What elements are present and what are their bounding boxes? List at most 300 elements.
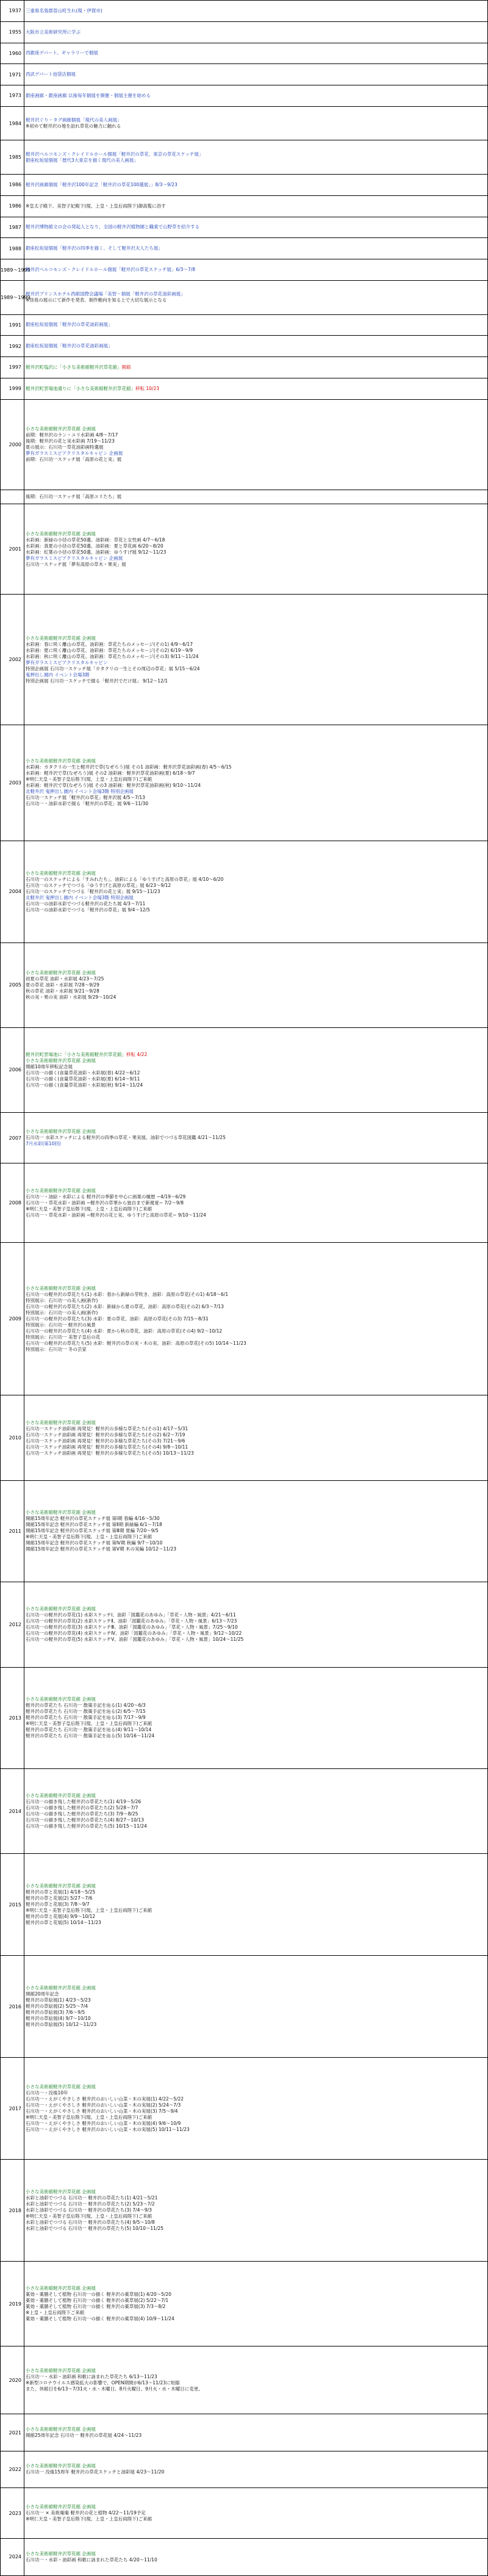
event-text: 石川功一の描き残した軽井沢の草花たち(2) 5/28〜7/7 — [26, 1805, 138, 1811]
event-line — [26, 1450, 486, 1456]
event-line — [26, 2121, 486, 2127]
chronology-row — [1, 378, 488, 399]
chronology-row — [1, 1854, 488, 1956]
event-cell — [24, 357, 488, 378]
event-text: 小さな美術館軽井沢草花館 企画展 — [26, 2463, 96, 2469]
event-text: 軽井沢の草花たち 石川功一 散策手記を辿る(3) 7/17〜9/9 — [26, 1715, 146, 1721]
year-cell: 2023 — [1, 2487, 24, 2538]
chronology-row — [1, 2487, 488, 2538]
event-line — [26, 2374, 486, 2380]
event-line — [26, 343, 486, 349]
event-text: 水彩と油彩でつづる 石川功一 軽井沢の草花たち(1) 4/21〜5/21 — [26, 2195, 158, 2201]
event-text: 軽井沢町雲場池に「小さな美術館軽井沢草花館」 — [26, 1051, 126, 1057]
event-line — [26, 1637, 486, 1643]
event-text: ※上皇・上皇后両陛下ご来館 — [26, 2310, 85, 2316]
event-text: 薬効・薬膳そして植物 石川功一の描く 軽井沢の薬草展(2) 5/22〜7/1 — [26, 2298, 169, 2304]
event-line — [26, 1058, 486, 1064]
event-line — [26, 549, 486, 555]
event-text: 石川功一スケッチ油彩画 再発見！軽井沢の多様な草花たち(その5) 10/13〜11/23 — [26, 1450, 194, 1456]
event-line — [26, 988, 486, 994]
year-cell: 2005 — [1, 942, 24, 1027]
event-cell — [24, 238, 488, 259]
event-text: 水彩と油彩でつづる 石川功一 軽井沢の草花たち(5) 10/10〜11/25 — [26, 2226, 164, 2232]
event-text: 開館15周年記念 軽井沢の草花スケッチ展 第Ⅰ期 春編 4/16〜5/30 — [26, 1516, 160, 1522]
event-text: 石川功一の軽井沢の草花たち(3) 水彩：夏の草花、油彩：高原の草花(その3) 7/15〜8/31 — [26, 1315, 209, 1322]
event-text: 石川功一の描く(食量草花油彩・水彩展(春) 4/22〜6/12 — [26, 1069, 140, 1076]
event-text: 特別展示：石川功一 冬の芸家 — [26, 1346, 87, 1352]
event-line — [26, 635, 486, 642]
event-text: 小さな美術館軽井沢草花館 企画展 — [26, 969, 96, 975]
chronology-row — [1, 1582, 488, 1667]
chronology-row — [1, 2539, 488, 2575]
event-text: 石川功一スケッチ展「夢有高原の草木・果実」展 — [26, 561, 126, 567]
year-cell — [1, 490, 24, 504]
chronology-row — [1, 64, 488, 85]
event-line — [26, 438, 486, 444]
event-line — [26, 531, 486, 537]
event-text: 銀座松坂屋個展「軽井沢の草花油彩画展」 — [26, 322, 113, 328]
event-line — [26, 666, 486, 672]
chronology-row — [1, 399, 488, 490]
event-text: 小さな美術館軽井沢草花館 企画展 — [26, 530, 96, 537]
event-text: 小さな美術館軽井沢草花館 企画展 — [26, 2285, 96, 2292]
chronology-row — [1, 2346, 488, 2414]
year-cell: 2011 — [1, 1480, 24, 1582]
event-line — [26, 776, 486, 783]
event-line — [26, 976, 486, 982]
event-line — [26, 2226, 486, 2232]
event-line — [26, 1510, 486, 1516]
event-text: 後期：石川功一スケッチ展「高原ユリたち」展 — [26, 494, 122, 500]
event-text: 石川功一 × 美術庵庵 軽井沢の花と植物 4/22〜11/19予定 — [26, 2510, 146, 2516]
chronology-row — [1, 195, 488, 217]
event-line — [26, 1206, 486, 1212]
event-line — [26, 2504, 486, 2510]
event-text: 鬼押出し園内 イベント会場3階 — [26, 671, 90, 678]
event-cell — [24, 1027, 488, 1112]
event-line — [26, 1064, 486, 1070]
event-text: 水彩画：軽井沢で草(なぜろう)展 その3 油彩画：軽井沢草花油彩画(秋) 9/10〜11/24 — [26, 783, 201, 789]
event-line — [26, 795, 486, 801]
event-line — [26, 1908, 486, 1914]
event-text: 石川功一 水彩スケッチによる軽井沢の四季の草花・果実展、油彩でつづる草花図鑑 4/21〜11/25 — [26, 1135, 226, 1141]
event-line — [26, 182, 486, 188]
event-text: 石川功一・草花水彩・油彩画 −軽井沢の草華から独自まで新視覚− 7/2〜9/8 — [26, 1199, 184, 1206]
chronology-row — [1, 1667, 488, 1769]
event-cell — [24, 64, 488, 85]
event-text: 石川功一の軽井沢の草花(3) 水彩スケッチⅢ、油彩「図鑑花のあゆみ」「草花・人物・風景」7/25〜9/10 — [26, 1624, 238, 1630]
chronology-row — [1, 1480, 488, 1582]
event-text: 石川功一 没後15周年 軽井沢の草花スケッチと油彩展 4/23〜11/20 — [26, 2469, 165, 2475]
chronology-row — [1, 1956, 488, 2058]
event-text: 薬効・薬膳そして植物 石川功一の描く 軽井沢の薬草展(3) 7/3〜8/2 — [26, 2304, 166, 2310]
event-text: また、休館日を6/13〜7/31火・水・木曜日、8月火曜日、9月火・水・木曜日に変更。 — [26, 2386, 203, 2392]
event-text: 石川功一・油彩水彩で綴る「軽井沢の草花」展 9/6〜11/30 — [26, 801, 149, 807]
chronology-row — [1, 336, 488, 357]
event-text: 石川功一の軽井沢の草花たち(5) 水彩：軽井沢の草の実・木の実、油彩：高原の草花(その5) 10/14〜11/23 — [26, 1340, 246, 1346]
event-text: ※明仁天皇・美智子皇后陛下(現、上皇・上皇后両陛下)ご来館 — [26, 1908, 152, 1914]
event-line — [26, 1310, 486, 1316]
event-cell — [24, 2058, 488, 2160]
event-text: 軽井沢の草絵展(5) 10/12〜11/23 — [26, 2022, 97, 2028]
event-line — [26, 291, 486, 297]
event-cell — [24, 195, 488, 217]
chronology-row — [1, 2058, 488, 2160]
event-cell — [24, 217, 488, 238]
event-text: 水彩画：紅葉の小径の草花50選、油彩画：ゆうすげ展 9/12〜11/23 — [26, 549, 167, 555]
event-line — [26, 2201, 486, 2207]
event-text: 7月水彩(第10回) — [26, 1141, 61, 1147]
event-text: 水彩画：真夏の小径の草花50選、油彩画：夏と草花画 6/20〜8/20 — [26, 543, 163, 549]
event-text: 軽井沢の草と花展(5) 10/14〜11/23 — [26, 1920, 101, 1926]
event-line — [26, 1709, 486, 1715]
event-text: 特別企画展 石川功一スケッチ展「カタクリの一生とその周辺の草花」展 5/15〜6/24 — [26, 665, 200, 671]
event-line — [26, 994, 486, 1000]
event-text: 石川功一の軽井沢の草花(2) 水彩スケッチⅡ、油彩「図鑑花のあゆみ」「草花・人物・風景」6/13〜7/23 — [26, 1618, 237, 1624]
event-text: 小さな美術館軽井沢草花館 企画展 — [26, 1985, 96, 1991]
event-line — [26, 2310, 486, 2316]
event-text: ※明仁天皇・美智子皇后陛下(現、上皇・上皇后両陛下)ご来館 — [26, 1534, 152, 1540]
event-cell — [24, 1667, 488, 1769]
chronology-row — [1, 175, 488, 196]
year-cell: 2019 — [1, 2262, 24, 2346]
event-text: 石川功一の軽井沢の草花たち(4) 水彩：夏から秋の草花、油彩：高原の草花(その4) 9/2〜10/12 — [26, 1328, 223, 1334]
year-cell: 2002 — [1, 595, 24, 725]
year-cell: 2001 — [1, 504, 24, 595]
event-text: 水彩画：春に咲く離山の草花、油彩画：草花たちのメッセージ(その1) 4/9〜6/17 — [26, 641, 193, 647]
event-text: 軽井沢町雲場池通りに「小さな美術館軽井沢草花館」 — [26, 385, 135, 391]
event-text: 秋の実・果の実 油彩・水彩展 9/29〜10/24 — [26, 994, 117, 1000]
chronology-row — [1, 217, 488, 238]
year-cell: 2004 — [1, 841, 24, 942]
event-line — [26, 895, 486, 901]
event-tag: 開館 — [121, 364, 131, 370]
event-line — [26, 2557, 486, 2563]
event-line — [26, 537, 486, 543]
event-text: 大阪市立美術研究所に学ぶ — [26, 29, 81, 35]
year-cell: 1971 — [1, 64, 24, 85]
event-text: 石川功一の軽井沢の草花たち(1) 水彩：春から新緑の芽吹き、油彩：高原の草花(その1) 4/18〜6/1 — [26, 1291, 229, 1297]
event-line — [26, 783, 486, 789]
event-text: 石川功一スケッチ油彩画 再発見！軽井沢の多様な草花たち(その1) 4/17〜5/31 — [26, 1425, 188, 1431]
chronology-row — [1, 280, 488, 314]
event-line — [26, 2115, 486, 2121]
event-line — [26, 1200, 486, 1206]
event-line — [26, 71, 486, 78]
event-text: 小さな美術館軽井沢草花館 企画展 — [26, 1606, 96, 1612]
event-text: 開館25周年記念 石川功一 軽井沢の草花展 4/24〜11/23 — [26, 2433, 142, 2439]
event-line — [26, 883, 486, 889]
year-cell: 2020 — [1, 2346, 24, 2414]
event-line — [26, 2090, 486, 2096]
year-cell: 1987 — [1, 217, 24, 238]
event-text: 銀座松坂屋個展「歴代3大東京を描く現代の美人画展」 — [26, 157, 138, 163]
year-cell: 2015 — [1, 1854, 24, 1956]
event-cell — [24, 43, 488, 64]
event-cell — [24, 2160, 488, 2262]
event-line — [26, 1212, 486, 1218]
year-cell: 1999 — [1, 378, 24, 399]
event-line — [26, 1516, 486, 1522]
year-cell: 1973 — [1, 85, 24, 107]
year-cell: 2006 — [1, 1027, 24, 1112]
event-line — [26, 877, 486, 883]
event-line — [26, 1528, 486, 1534]
event-text: 軽井沢の草と花展(1) 4/18〜5/25 — [26, 1889, 96, 1895]
chronology-row — [1, 725, 488, 841]
event-line — [26, 1702, 486, 1709]
event-text: 石川功一・えがくやさしさ 軽井沢のおいしい山菜・木の実展(5) 10/11〜11/23 — [26, 2127, 190, 2133]
event-line — [26, 1624, 486, 1630]
event-line — [26, 93, 486, 99]
event-text: 石川功一の描く(食量草花油彩・水彩展(秋) 9/14〜11/24 — [26, 1082, 143, 1088]
event-text: 西武デパート池袋店個展 — [26, 71, 76, 78]
event-text: 石川功一のスケッチでつづる「軽井沢の花と実」展 9/15〜11/23 — [26, 888, 160, 894]
event-line — [26, 1432, 486, 1438]
event-line — [26, 297, 486, 303]
event-line — [26, 1286, 486, 1292]
chronology-row — [1, 2414, 488, 2451]
event-text: 軽井沢の草花たち 石川功一 散策手記を辿る(5) 10/16〜11/24 — [26, 1733, 155, 1739]
event-text: 石川功一・えがくやさしさ 軽井沢のおいしい山菜・木の実展(2) 5/24〜7/3 — [26, 2102, 181, 2108]
event-text: 開館15周年記念 軽井沢の草花スケッチ展 第Ⅱ期 新緑編 6/1〜7/18 — [26, 1522, 162, 1528]
event-text: 前期：軽井沢のラン・ユリ水彩画 4/8〜7/17 — [26, 432, 118, 438]
event-cell — [24, 280, 488, 314]
chronology-row — [1, 1243, 488, 1395]
event-text: 石川功一の描き残した軽井沢の草花たち(1) 4/19〜5/26 — [26, 1799, 142, 1805]
event-cell — [24, 942, 488, 1027]
event-line — [26, 1328, 486, 1334]
event-text: 水彩画：軽井沢で草(なぜろう)展 その2 油彩画：軽井沢草花油彩画(夏) 6/18〜9/7 — [26, 770, 195, 776]
event-cell — [24, 1854, 488, 1956]
chronology-row — [1, 2451, 488, 2487]
event-line — [26, 2220, 486, 2226]
event-text: ※明仁天皇・美智子皇后陛下(現、上皇・上皇后両陛下)ご来館 — [26, 2115, 152, 2121]
event-line — [26, 444, 486, 450]
event-text: 小さな美術館軽井沢草花館 企画展 — [26, 1285, 96, 1291]
event-text: 水彩画：カタクリの一生と軽井沢で草(なぜろう)展 その1 油彩画：軽井沢草花油彩画(春) 4/5〜6/15 — [26, 764, 232, 770]
event-text: 軽井沢ぐり・タグ画廊個展「現代の美人画展」 — [26, 117, 122, 123]
event-line — [26, 970, 486, 976]
event-line — [26, 1141, 486, 1147]
event-text: 小さな美術館軽井沢草花館 企画展 — [26, 2504, 96, 2510]
year-cell: 1991 — [1, 314, 24, 336]
event-line — [26, 1076, 486, 1082]
event-text: 軽井沢ぺルコモンズ・クレイドルホール個展「軽井沢の草花スケッチ展」6/3〜7/8 — [26, 267, 196, 273]
event-line — [26, 1304, 486, 1310]
event-line — [26, 1444, 486, 1450]
event-text: 小さな美術館軽井沢草花館 企画展 — [26, 1419, 96, 1425]
chronology-row — [1, 85, 488, 107]
year-cell: 1989〜1999 — [1, 280, 24, 314]
chronology-row — [1, 2160, 488, 2262]
event-cell — [24, 1, 488, 22]
event-line — [26, 457, 486, 463]
event-text: 小さな美術館軽井沢草花館 企画展 — [26, 1057, 96, 1063]
event-line — [26, 2016, 486, 2022]
chronology-row — [1, 238, 488, 259]
event-line — [26, 224, 486, 230]
chronology-row — [1, 314, 488, 336]
event-text: ※明仁天皇・美智子皇后陛下(現、上皇・上皇后両陛下)ご来館 — [26, 776, 152, 783]
event-line — [26, 678, 486, 684]
event-line — [26, 1135, 486, 1141]
event-line — [26, 1194, 486, 1200]
event-text: ※皇太子殿下、美智子妃殿下(現、上皇・上皇后両陛下)御高覧に浴す — [26, 203, 166, 209]
event-text: 軽井沢博物館文の会の発起人となり、全国の軽井沢植物園と職業で山野草を紹介する — [26, 224, 199, 230]
event-text: 小さな美術館軽井沢草花館 企画展 — [26, 2550, 96, 2556]
year-cell: 2021 — [1, 2414, 24, 2451]
event-line — [26, 1733, 486, 1739]
event-line — [26, 2108, 486, 2115]
event-text: 軽井沢の草花たち 石川功一 散策手記を辿る(4) 9/11〜10/14 — [26, 1727, 152, 1733]
event-text: 軽井沢の草絵展(2) 5/25〜7/4 — [26, 2003, 88, 2010]
event-text: 特別展示：石川功一の美人画(新作) — [26, 1297, 98, 1303]
event-line — [26, 1805, 486, 1811]
event-line — [26, 789, 486, 795]
year-cell: 1992 — [1, 336, 24, 357]
event-text: 開館15周年記念 軽井沢の草花スケッチ展 第Ⅳ期 秋編 9/7〜10/10 — [26, 1540, 163, 1546]
event-line — [26, 2096, 486, 2102]
chronology-row — [1, 357, 488, 378]
event-line — [26, 2207, 486, 2213]
event-line — [26, 1322, 486, 1328]
event-line — [26, 907, 486, 913]
chronology-rows — [1, 1, 488, 2576]
year-cell: 1986 — [1, 195, 24, 217]
event-line — [26, 1082, 486, 1088]
year-cell: 2009 — [1, 1243, 24, 1395]
event-line — [26, 758, 486, 764]
event-line — [26, 1727, 486, 1733]
event-line — [26, 1129, 486, 1135]
year-cell: 2012 — [1, 1582, 24, 1667]
event-line — [26, 870, 486, 877]
event-line — [26, 1997, 486, 2003]
event-line — [26, 432, 486, 438]
event-text: 水彩と油彩でつづる 石川功一 軽井沢の草花たち(3) 7/4〜9/3 — [26, 2207, 152, 2213]
event-text: 石川功一スケッチ油彩画 再発見！軽井沢の多様な草花たち(その4) 9/8〜10/11 — [26, 1444, 188, 1450]
event-text: 薬効・薬膳そして植物 石川功一の描く 軽井沢の薬草展(1) 4/20〜5/20 — [26, 2292, 171, 2298]
event-cell — [24, 504, 488, 595]
event-text: 特別展示：石川功一 美智子皇后の花 — [26, 1334, 101, 1340]
event-line — [26, 450, 486, 457]
chronology-row — [1, 1395, 488, 1480]
event-line — [26, 1618, 486, 1624]
event-text: 石川功一・没後10年 — [26, 2090, 68, 2096]
event-line — [26, 1298, 486, 1304]
event-text: 小さな美術館軽井沢草花館 企画展 — [26, 758, 96, 764]
event-line — [26, 2469, 486, 2475]
event-cell — [24, 1395, 488, 1480]
event-line — [26, 1696, 486, 1702]
year-cell: 1937 — [1, 1, 24, 22]
event-text: 開館15周年記念 軽井沢の草花スケッチ展 第Ⅴ期 木の実編 10/12〜11/23 — [26, 1546, 177, 1552]
event-tag: 移転 4/22 — [126, 1051, 148, 1057]
event-text: 小さな美術館軽井沢草花館 企画展 — [26, 1187, 96, 1193]
event-text: 軽井沢の草花たち 石川功一 散策手記を辿る(2) 6/5〜7/15 — [26, 1709, 146, 1715]
event-line — [26, 2022, 486, 2028]
event-text: 石川功一の軽井沢の草花たち(2) 水彩：新緑から夏の草花、油彩：高原の草花(その2) 6/3〜7/13 — [26, 1303, 224, 1309]
year-cell: 2014 — [1, 1769, 24, 1854]
event-line — [26, 1540, 486, 1546]
event-text: 石川功一・油絵・水彩による 軽井沢の季節を中心に画業の履歴 −4/19〜6/29 — [26, 1193, 186, 1199]
event-line — [26, 245, 486, 251]
event-line — [26, 1920, 486, 1926]
event-text: 北軽井沢 鬼押出し園内 イベント会場3階 特別企画展 — [26, 894, 134, 900]
event-text: 軽井沢の草絵展(4) 9/7〜10/10 — [26, 2016, 91, 2022]
event-cell — [24, 725, 488, 841]
event-line — [26, 2010, 486, 2016]
event-cell — [24, 1243, 488, 1395]
year-cell: 2017 — [1, 2058, 24, 2160]
event-text: 銀座画廊・銀座画廊 以後毎年個展を開催・個展主催を始める — [26, 92, 151, 98]
event-cell — [24, 140, 488, 175]
event-line — [26, 1522, 486, 1528]
event-cell — [24, 175, 488, 196]
event-line — [26, 2084, 486, 2090]
event-line — [26, 1811, 486, 1817]
event-line — [26, 2551, 486, 2557]
event-text: 西銀座デパート、ギャラリーで個展 — [26, 50, 98, 56]
event-line — [26, 1316, 486, 1322]
chronology-row — [1, 1769, 488, 1854]
event-text: 石川功一の描く(食量草花油彩・水彩展(夏) 6/14〜9/11 — [26, 1076, 140, 1082]
event-text: 石川功一の油彩水彩でつづる軽井沢の花たち展 4/3〜7/11 — [26, 900, 146, 906]
year-cell: 1997 — [1, 357, 24, 378]
event-line — [26, 322, 486, 328]
chronology-row — [1, 259, 488, 281]
event-cell — [24, 841, 488, 942]
event-text: 小さな美術館軽井沢草花館 企画展 — [26, 426, 96, 432]
event-text: 小さな美術館軽井沢草花館 企画展 — [26, 870, 96, 876]
event-text: 小さな美術館軽井沢草花館 企画展 — [26, 2368, 96, 2374]
event-text: 石川功一の軽井沢の草花(5) 水彩スケッチⅤ、油彩「図鑑花のあゆみ」「草花・人物・風景」10/24〜11/25 — [26, 1637, 244, 1643]
event-cell — [24, 2487, 488, 2538]
event-text: ※明仁天皇・美智子皇后陛下(現、上皇・上皇后両陛下)ご来館 — [26, 1721, 152, 1727]
year-cell: 2007 — [1, 1112, 24, 1163]
event-text: 水彩画：夏に咲く離山の草花、油彩画：草花たちのメッセージ(その2) 6/19〜9/9 — [26, 647, 193, 653]
event-cell — [24, 314, 488, 336]
year-cell: 2016 — [1, 1956, 24, 2058]
event-text: ※初めて軽井沢の地を訪れ草花の魅力に触れる — [26, 123, 121, 129]
year-cell: 1989〜1999 — [1, 259, 24, 281]
event-text: 銀座松坂屋個展「軽井沢の草花油彩画展」 — [26, 343, 113, 349]
event-text: ※明仁天皇・美智子皇后陛下(現、上皇・上皇后両陛下)ご来館 — [26, 1206, 152, 1212]
chronology-row — [1, 1112, 488, 1163]
event-text: 石川功一のスケッチによる「すみれたち」、油彩による「ゆうすげと高原の草花」展 4/10〜6/20 — [26, 876, 224, 882]
event-text: 石川功一・水彩・油彩画 和歌に詠まれた草花たち 4/20〜11/10 — [26, 2556, 157, 2563]
event-cell — [24, 1582, 488, 1667]
chronology-row — [1, 595, 488, 725]
event-cell — [24, 1769, 488, 1854]
event-text: 水彩画：秋に咲く離山の草花、油彩画：草花たちのメッセージ(その3) 9/11〜11/24 — [26, 653, 199, 659]
event-text: 小さな美術館軽井沢草花館 企画展 — [26, 2084, 96, 2090]
event-text: 夏の草花 油彩・水彩展 7/28〜9/29 — [26, 982, 99, 988]
event-line — [26, 2368, 486, 2374]
chronology-row — [1, 942, 488, 1027]
event-line — [26, 1823, 486, 1829]
event-cell — [24, 106, 488, 140]
event-text: 石川功一スケッチ油彩画 再発見！軽井沢の多様な草花たち(その3) 7/21〜9/6 — [26, 1438, 185, 1444]
event-line — [26, 203, 486, 209]
event-line — [26, 1991, 486, 1997]
chronology-row — [1, 490, 488, 504]
event-line — [26, 117, 486, 123]
event-text: 軽井沢画廊個展「軽井沢100年記念「軽井沢の草花100選展」」8/3〜9/23 — [26, 181, 178, 187]
event-text: 開館15周年記念 軽井沢の草花スケッチ展 第Ⅲ期 夏編 7/20〜9/5 — [26, 1528, 159, 1534]
year-cell: 2000 — [1, 399, 24, 490]
